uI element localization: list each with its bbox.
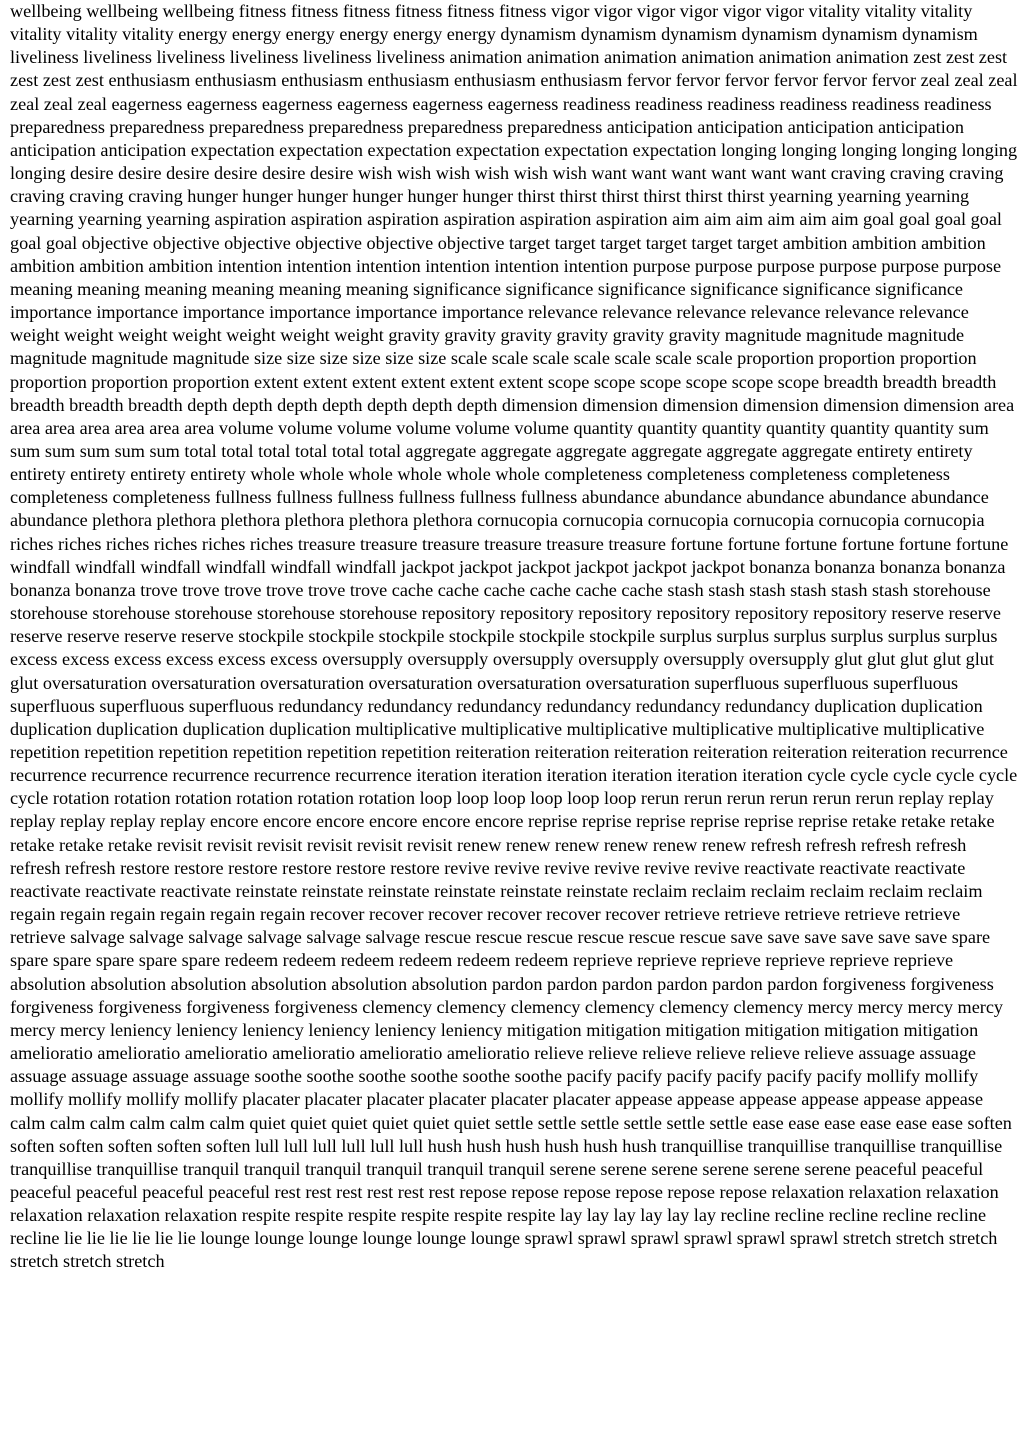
body-text: wellbeing wellbeing wellbeing fitness fitness fitness fitness fitness fitness vigor vigor vigor vigor vigor vigor vitality vitality vitality vitality vitality vitality energy energy energy energy energy energy dynamism dynamism dynamism dynamism dynamism dynamism liveliness liveliness liveliness liveliness liveliness liveliness animation animation animation animation animation animation zest zest zest zest zest zest enthusiasm enthusiasm enthusiasm enthusiasm enthusiasm enthusiasm fervor fervor fervor fervor fervor fervor zeal zeal zeal zeal zeal zeal eagerness eagerness eagerness eagerness eagerness eagerness readiness readiness readiness readiness readiness readiness preparedness preparedness preparedness preparedness preparedness preparedness anticipation anticipation anticipation anticipation anticipation anticipation expectation expectation expectation expectation expectation expectation longing longing longing longing longing longing desire desire desire desire desire desire wish wish wish wish wish wish want want want want want want craving craving craving craving craving craving hunger hunger hunger hunger hunger hunger thirst thirst thirst thirst thirst thirst yearning yearning yearning yearning yearning yearning aspiration aspiration aspiration aspiration aspiration aspiration aim aim aim aim aim aim goal goal goal goal goal goal objective objective objective objective objective objective target target target target target target ambition ambition ambition ambition ambition ambition intention intention intention intention intention intention purpose purpose purpose purpose purpose purpose meaning meaning meaning meaning meaning meaning significance significance significance significance significance significance importance importance importance importance importance importance relevance relevance relevance relevance relevance relevance weight weight weight weight weight weight weight gravity gravity gravity gravity gravity gravity magnitude magnitude magnitude magnitude magnitude magnitude size size size size size size scale scale scale scale scale scale scale proportion proportion proportion proportion proportion proportion extent extent extent extent extent extent scope scope scope scope scope scope breadth breadth breadth breadth breadth breadth depth depth depth depth depth depth depth dimension dimension dimension dimension dimension dimension area area area area area area area volume volume volume volume volume volume quantity quantity quantity quantity quantity quantity sum sum sum sum sum sum total total total total total total aggregate aggregate aggregate aggregate aggregate aggregate entirety entirety entirety entirety entirety entirety whole whole whole whole whole whole completeness completeness completeness completeness completeness completeness fullness fullness fullness fullness fullness fullness abundance abundance abundance abundance abundance abundance plethora plethora plethora plethora plethora plethora cornucopia cornucopia cornucopia cornucopia cornucopia cornucopia riches riches riches riches riches riches treasure treasure treasure treasure treasure treasure fortune fortune fortune fortune fortune fortune windfall windfall windfall windfall windfall windfall jackpot jackpot jackpot jackpot jackpot jackpot bonanza bonanza bonanza bonanza bonanza bonanza trove trove trove trove trove trove cache cache cache cache cache cache stash stash stash stash stash stash storehouse storehouse storehouse storehouse storehouse storehouse repository repository repository repository repository repository reserve reserve reserve reserve reserve reserve stockpile stockpile stockpile stockpile stockpile stockpile surplus surplus surplus surplus surplus surplus excess excess excess excess excess excess oversupply oversupply oversupply oversupply oversupply oversupply glut glut glut glut glut glut oversaturation oversaturation oversaturation oversaturation oversaturation oversaturation superfluous superfluous superfluous superfluous superfluous superfluous redundancy redundancy redundancy redundancy redundancy redundancy duplication duplication duplication duplication duplication duplication multiplicative multiplicative multiplicative multiplicative multiplicative multiplicative repetition repetition repetition repetition repetition repetition reiteration reiteration reiteration reiteration reiteration reiteration recurrence recurrence recurrence recurrence recurrence recurrence iteration iteration iteration iteration iteration iteration cycle cycle cycle cycle cycle cycle rotation rotation rotation rotation rotation rotation loop loop loop loop loop loop rerun rerun rerun rerun rerun rerun replay replay replay replay replay replay encore encore encore encore encore encore reprise reprise reprise reprise reprise reprise retake retake retake retake retake retake revisit revisit revisit revisit revisit revisit renew renew renew renew renew renew refresh refresh refresh refresh refresh refresh restore restore restore restore restore restore revive revive revive revive revive revive reactivate reactivate reactivate reactivate reactivate reactivate reinstate reinstate reinstate reinstate reinstate reinstate reclaim reclaim reclaim reclaim reclaim reclaim regain regain regain regain regain regain recover recover recover recover recover recover retrieve retrieve retrieve retrieve retrieve retrieve salvage salvage salvage salvage salvage salvage rescue rescue rescue rescue rescue rescue save save save save save save spare spare spare spare spare spare redeem redeem redeem redeem redeem redeem reprieve reprieve reprieve reprieve reprieve reprieve absolution absolution absolution absolution absolution absolution pardon pardon pardon pardon pardon pardon forgiveness forgiveness forgiveness forgiveness forgiveness forgiveness clemency clemency clemency clemency clemency clemency mercy mercy mercy mercy mercy mercy leniency leniency leniency leniency leniency leniency mitigation mitigation mitigation mitigation mitigation mitigation amelioratio amelioratio amelioratio amelioratio amelioratio amelioratio relieve relieve relieve relieve relieve relieve assuage assuage assuage assuage assuage assuage soothe soothe soothe soothe soothe soothe pacify pacify pacify pacify pacify pacify mollify mollify mollify mollify mollify mollify placater placater placater placater placater placater appease appease appease appease appease appease calm calm calm calm calm calm quiet quiet quiet quiet quiet quiet settle settle settle settle settle settle ease ease ease ease ease ease soften soften soften soften soften soften lull lull lull lull lull lull hush hush hush hush hush hush tranquillise tranquillise tranquillise tranquillise tranquillise tranquillise tranquil tranquil tranquil tranquil tranquil tranquil serene serene serene serene serene serene peaceful peaceful peaceful peaceful peaceful peaceful rest rest rest rest rest rest repose repose repose repose repose repose relaxation relaxation relaxation relaxation relaxation relaxation respite respite respite respite respite respite lay lay lay lay lay lay recline recline recline recline recline recline lie lie lie lie lie lie lounge lounge lounge lounge lounge lounge sprawl sprawl sprawl sprawl sprawl sprawl stretch stretch stretch stretch stretch stretch — [10, 1, 1018, 1272]
